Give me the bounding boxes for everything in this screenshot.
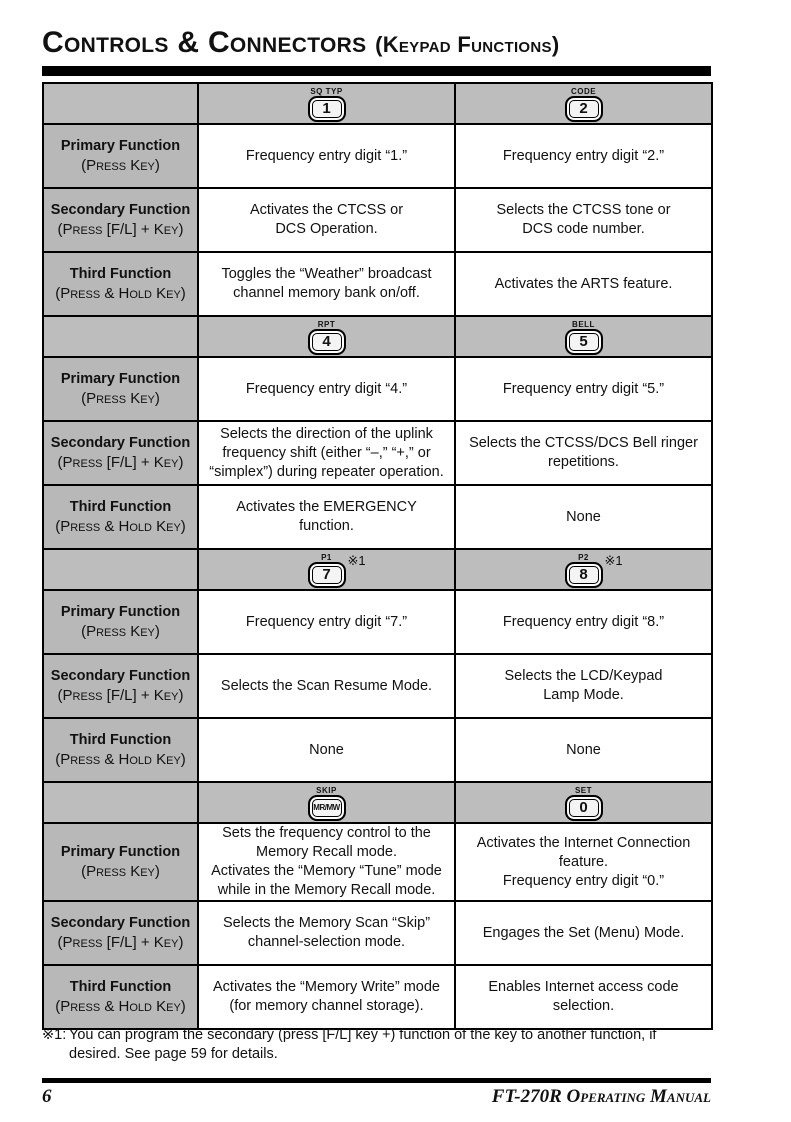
secondary-function-label-subtitle: (Press [F/L] + Key) <box>57 221 184 238</box>
secondary-function-label-title: Secondary Function <box>50 202 191 218</box>
function-row <box>43 124 712 188</box>
third-function-label <box>43 718 198 782</box>
third-function-text: None <box>455 485 712 549</box>
primary-function-label-subtitle: (Press Key) <box>81 623 160 640</box>
secondary-function-text: Selects the Scan Resume Mode. <box>198 654 455 718</box>
key-icon <box>565 553 623 588</box>
function-row <box>43 901 712 965</box>
primary-function-text: Frequency entry digit “2.” <box>455 124 712 188</box>
third-function-label-title: Third Function <box>69 266 172 282</box>
key-face: 8 <box>565 562 603 588</box>
primary-function-text: Frequency entry digit “8.” <box>455 590 712 654</box>
secondary-function-label-title: Secondary Function <box>50 915 191 931</box>
primary-function-text: Activates the Internet Connection feature. Frequency entry digit “0.” <box>455 823 712 901</box>
secondary-function-label-subtitle: (Press [F/L] + Key) <box>57 934 184 951</box>
key-header-cell <box>198 83 455 124</box>
secondary-function-label <box>43 421 198 485</box>
key-secondary-label: SET <box>574 786 593 795</box>
key-header-row <box>43 549 712 590</box>
third-function-label-title: Third Function <box>69 979 172 995</box>
third-function-label-subtitle: (Press & Hold Key) <box>55 285 186 302</box>
key-header-row <box>43 782 712 823</box>
key-icon <box>565 320 603 355</box>
function-row <box>43 252 712 316</box>
key-footnote-mark: ※1 <box>347 553 366 568</box>
third-function-label <box>43 485 198 549</box>
primary-function-label-title: Primary Function <box>60 844 181 860</box>
third-function-text: None <box>455 718 712 782</box>
page-number: 6 <box>42 1086 52 1107</box>
function-row <box>43 590 712 654</box>
primary-function-label-title: Primary Function <box>60 371 181 387</box>
third-function-text: Activates the ARTS feature. <box>455 252 712 316</box>
key-header-cell <box>455 782 712 823</box>
primary-function-label-title: Primary Function <box>60 604 181 620</box>
key-face: 1 <box>308 96 346 122</box>
third-function-text: None <box>198 718 455 782</box>
header-blank-cell <box>43 316 198 357</box>
header-blank-cell <box>43 782 198 823</box>
key-header-cell <box>198 549 455 590</box>
key-icon <box>308 87 346 122</box>
function-row <box>43 718 712 782</box>
footnote-text: You can program the secondary (press [F/L] key +) function of the key to another function, if desired. See page 59 for details. <box>69 1027 657 1062</box>
primary-function-text: Frequency entry digit “7.” <box>198 590 455 654</box>
primary-function-label <box>43 124 198 188</box>
page-title-sub: (Keypad Functions) <box>375 32 560 57</box>
key-icon <box>565 87 603 122</box>
key-header-cell <box>455 549 712 590</box>
key-face: 2 <box>565 96 603 122</box>
key-header-cell <box>198 782 455 823</box>
key-icon <box>308 553 366 588</box>
third-function-text: Activates the EMERGENCY function. <box>198 485 455 549</box>
key-face: MR/MW <box>308 795 346 821</box>
header-rule <box>42 66 711 76</box>
third-function-label-subtitle: (Press & Hold Key) <box>55 998 186 1015</box>
third-function-label <box>43 252 198 316</box>
key-header-row <box>43 83 712 124</box>
footnote-marker: ※1: <box>42 1027 67 1043</box>
third-function-label-subtitle: (Press & Hold Key) <box>55 518 186 535</box>
key-secondary-label: P2 <box>578 553 589 562</box>
function-row <box>43 965 712 1029</box>
key-secondary-label: BELL <box>572 320 595 329</box>
manual-title: FT-270R Operating Manual <box>491 1086 711 1107</box>
key-header-cell <box>455 83 712 124</box>
header-blank-cell <box>43 549 198 590</box>
secondary-function-label-title: Secondary Function <box>50 435 191 451</box>
function-row <box>43 485 712 549</box>
key-face: 5 <box>565 329 603 355</box>
key-secondary-label: SQ TYP <box>310 87 343 96</box>
secondary-function-text: Selects the direction of the uplink frequency shift (either “–,” “+,” or “simplex”) during repeater operation. <box>198 421 455 485</box>
third-function-text: Activates the “Memory Write” mode (for memory channel storage). <box>198 965 455 1029</box>
secondary-function-label-subtitle: (Press [F/L] + Key) <box>57 687 184 704</box>
function-row <box>43 654 712 718</box>
key-icon <box>565 786 603 821</box>
primary-function-text: Frequency entry digit “1.” <box>198 124 455 188</box>
primary-function-label-subtitle: (Press Key) <box>81 390 160 407</box>
key-face: 4 <box>308 329 346 355</box>
key-secondary-label: CODE <box>570 87 597 96</box>
primary-function-label <box>43 823 198 901</box>
keypad-functions-table <box>42 82 713 1030</box>
primary-function-text: Frequency entry digit “5.” <box>455 357 712 421</box>
secondary-function-text: Activates the CTCSS or DCS Operation. <box>198 188 455 252</box>
key-header-row <box>43 316 712 357</box>
secondary-function-label <box>43 901 198 965</box>
key-secondary-label: RPT <box>317 320 336 329</box>
secondary-function-text: Selects the LCD/Keypad Lamp Mode. <box>455 654 712 718</box>
key-icon <box>308 320 346 355</box>
key-face: 0 <box>565 795 603 821</box>
function-row <box>43 357 712 421</box>
header-blank-cell <box>43 83 198 124</box>
primary-function-label-subtitle: (Press Key) <box>81 157 160 174</box>
secondary-function-label <box>43 654 198 718</box>
secondary-function-text: Engages the Set (Menu) Mode. <box>455 901 712 965</box>
footer-rule <box>42 1078 711 1083</box>
key-header-cell <box>198 316 455 357</box>
page-title <box>42 26 559 60</box>
footnote <box>42 1026 712 1064</box>
secondary-function-label <box>43 188 198 252</box>
third-function-text: Toggles the “Weather” broadcast channel memory bank on/off. <box>198 252 455 316</box>
secondary-function-text: Selects the Memory Scan “Skip” channel-selection mode. <box>198 901 455 965</box>
secondary-function-label-title: Secondary Function <box>50 668 191 684</box>
primary-function-label-title: Primary Function <box>60 138 181 154</box>
third-function-label-title: Third Function <box>69 732 172 748</box>
key-secondary-label: SKIP <box>316 786 337 795</box>
key-secondary-label: P1 <box>321 553 332 562</box>
third-function-label <box>43 965 198 1029</box>
secondary-function-text: Selects the CTCSS/DCS Bell ringer repetitions. <box>455 421 712 485</box>
page-title-main: Controls & Connectors <box>42 26 367 59</box>
primary-function-text: Sets the frequency control to the Memory Recall mode. Activates the “Memory “Tune” mode while in the Memory Recall mode. <box>198 823 455 901</box>
third-function-label-subtitle: (Press & Hold Key) <box>55 751 186 768</box>
third-function-label-title: Third Function <box>69 499 172 515</box>
primary-function-label <box>43 357 198 421</box>
key-header-cell <box>455 316 712 357</box>
function-row <box>43 421 712 485</box>
secondary-function-text: Selects the CTCSS tone or DCS code number. <box>455 188 712 252</box>
primary-function-label-subtitle: (Press Key) <box>81 863 160 880</box>
key-icon <box>308 786 346 821</box>
secondary-function-label-subtitle: (Press [F/L] + Key) <box>57 454 184 471</box>
third-function-text: Enables Internet access code selection. <box>455 965 712 1029</box>
function-row <box>43 823 712 901</box>
primary-function-label <box>43 590 198 654</box>
key-face: 7 <box>308 562 346 588</box>
primary-function-text: Frequency entry digit “4.” <box>198 357 455 421</box>
function-row <box>43 188 712 252</box>
key-footnote-mark: ※1 <box>604 553 623 568</box>
